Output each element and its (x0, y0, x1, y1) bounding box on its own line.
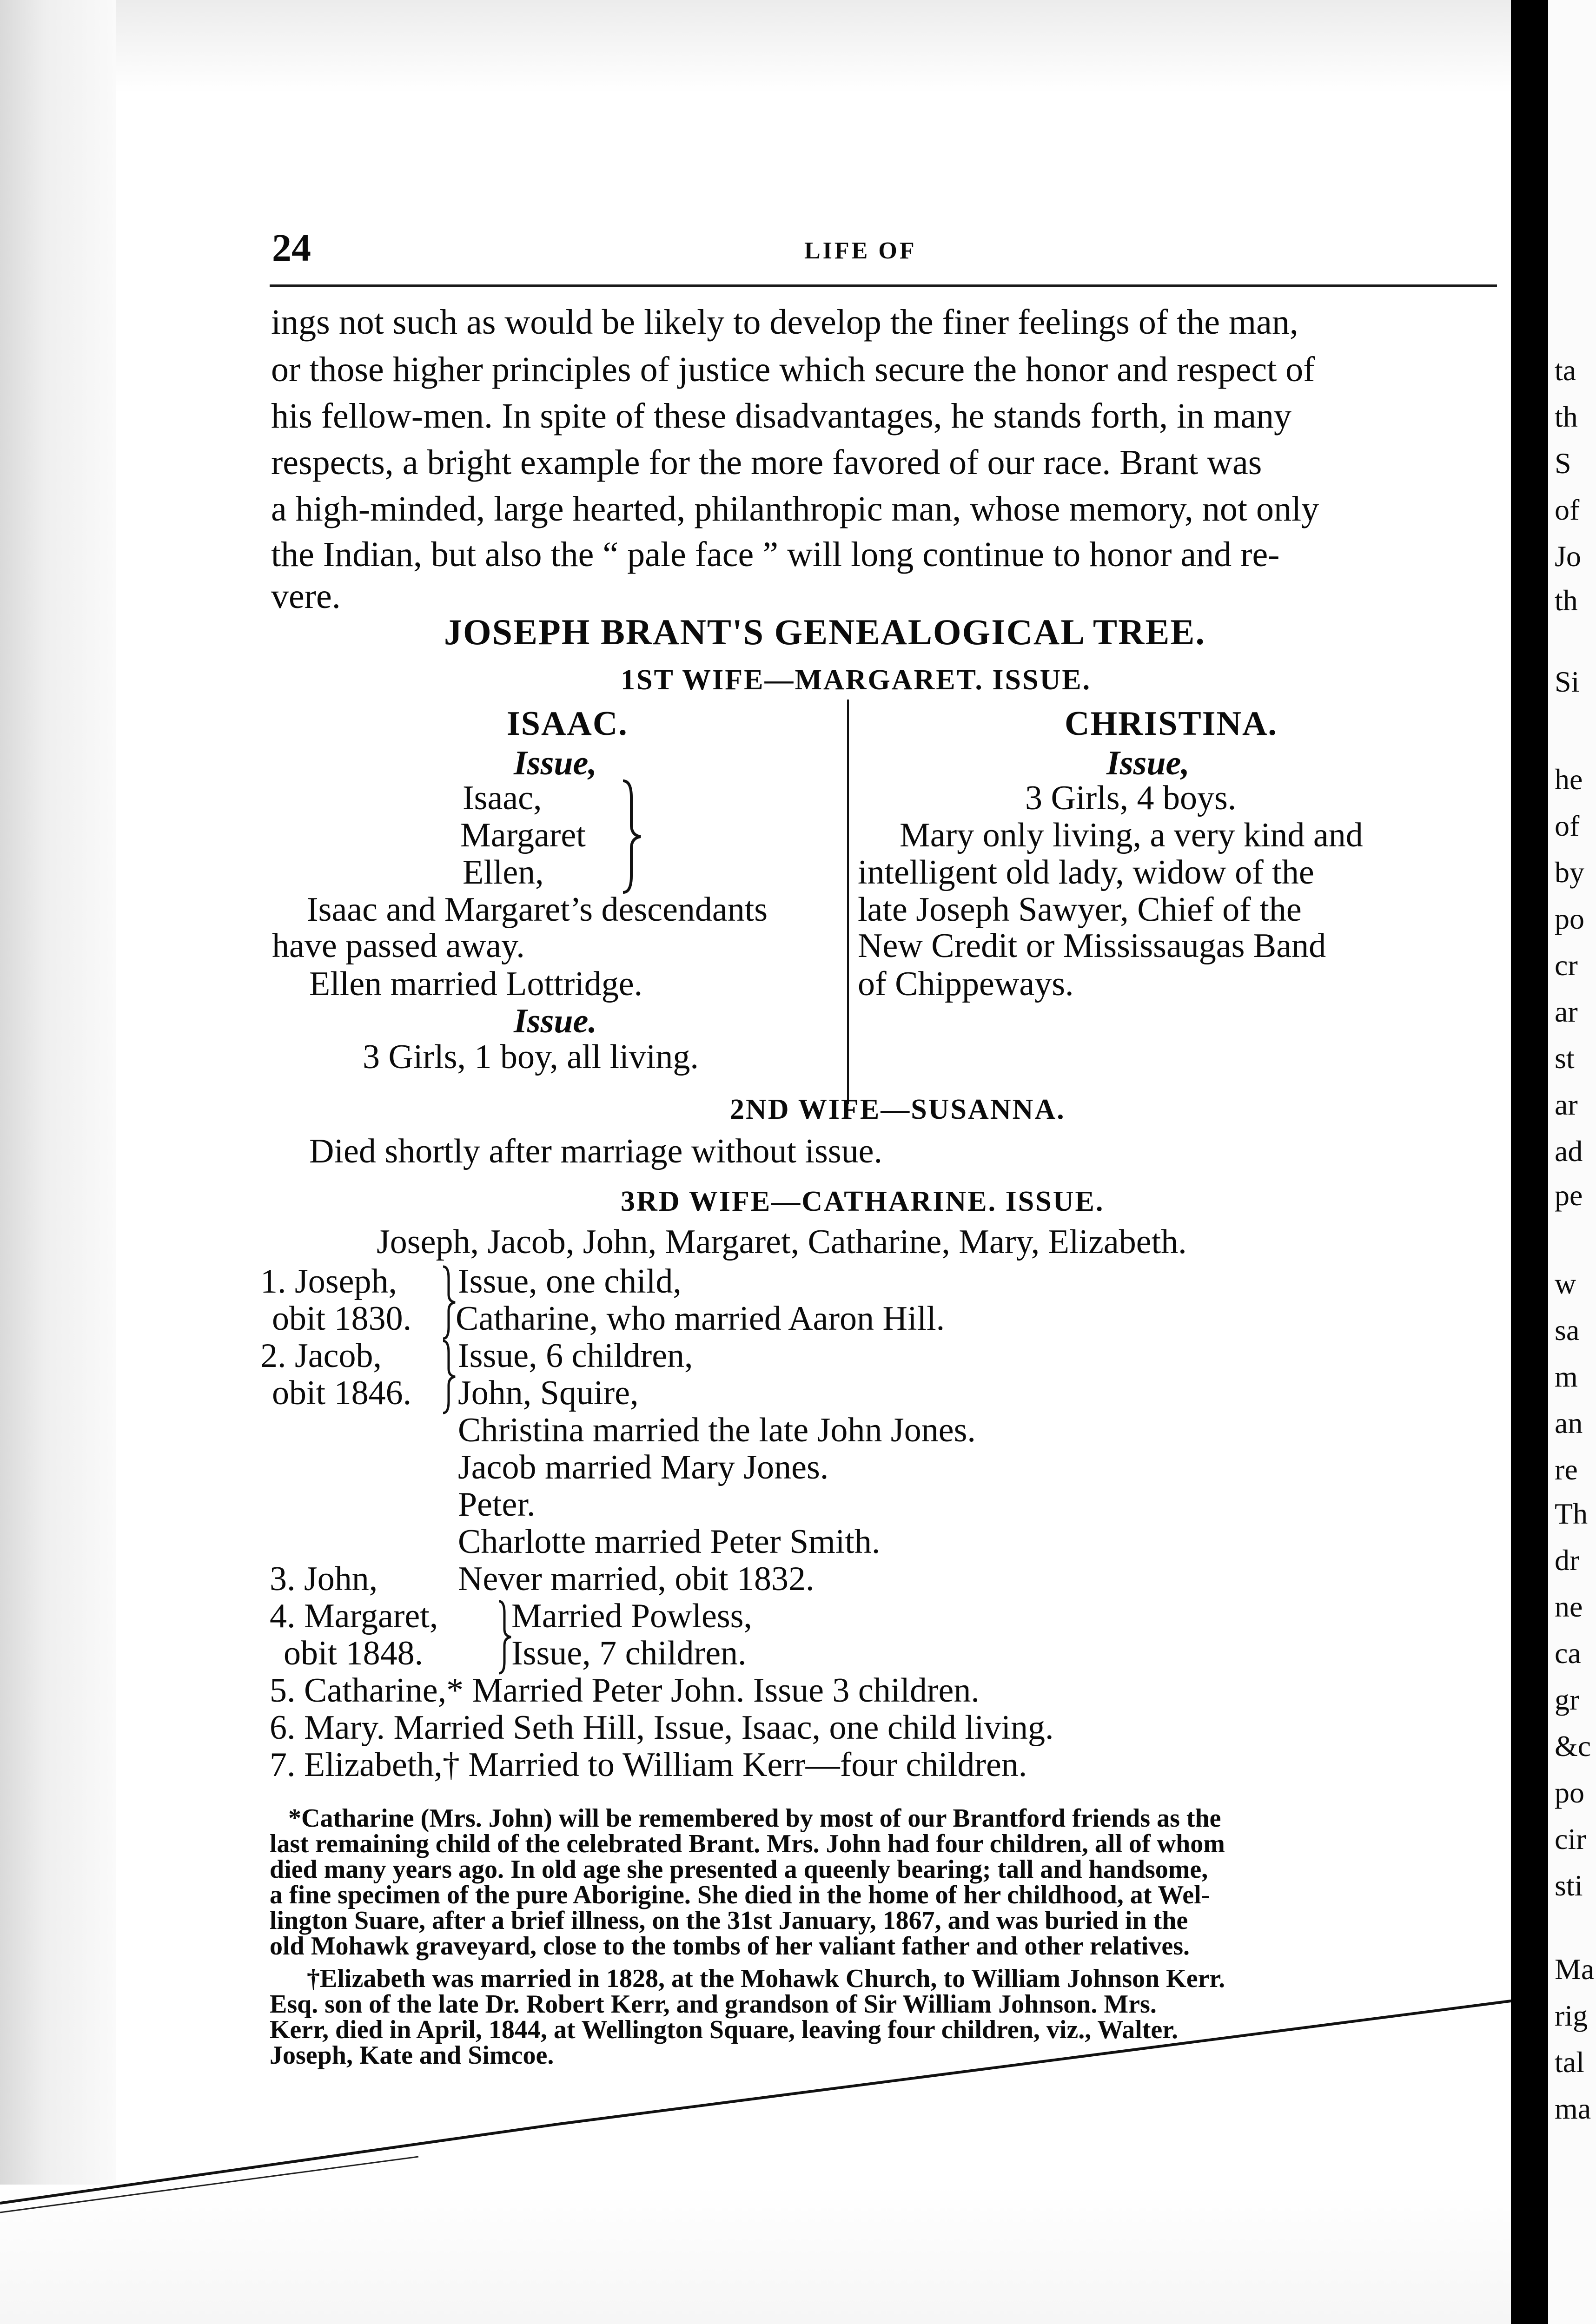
left-col-note: Ellen married Lottridge. (309, 965, 643, 1003)
entry-line: 6. Mary. Married Seth Hill, Issue, Isaac, one child living. (270, 1709, 1054, 1747)
entry-line: 5. Catharine,* Married Peter John. Issue 3 children. (270, 1671, 980, 1710)
facing-page-fragment: re (1555, 1453, 1578, 1486)
facing-page-fragment: of (1555, 493, 1580, 526)
entry-line: Jacob married Mary Jones. (458, 1448, 829, 1486)
footnote-line: a fine specimen of the pure Aborigine. She died in the home of her childhood, at Wel- (270, 1881, 1210, 1909)
facing-page-fragment: sa (1555, 1314, 1580, 1347)
entry-left: 2. Jacob, (260, 1337, 382, 1375)
facing-page-fragment: an (1555, 1406, 1583, 1439)
entry-left: obit 1830. (272, 1300, 412, 1338)
entry-line: 7. Elizabeth,† Married to William Kerr—four children. (270, 1746, 1027, 1784)
entry-line: Charlotte married Peter Smith. (458, 1523, 881, 1561)
right-col-issue-label: Issue, (1106, 744, 1190, 782)
body-line: a high-minded, large hearted, philanthropic man, whose memory, not only (271, 489, 1319, 528)
footnote-line: †Elizabeth was married in 1828, at the Mohawk Church, to William Johnson Kerr. (307, 1964, 1225, 1993)
facing-page-fragment: ad (1555, 1135, 1583, 1168)
right-col-line: Mary only living, a very kind and (900, 816, 1363, 854)
second-wife-note: Died shortly after marriage without issue. (309, 1132, 882, 1170)
brace-icon (618, 779, 646, 895)
entry-right: Married Powless, (511, 1597, 752, 1635)
entry-right: Issue, 7 children. (511, 1634, 747, 1672)
facing-page-fragment: rig (1555, 1999, 1588, 2032)
left-col-note: have passed away. (272, 927, 525, 965)
running-title: LIFE OF (804, 238, 917, 264)
entry-line: Peter. (458, 1486, 536, 1524)
footnote-line: Joseph, Kate and Simcoe. (270, 2041, 554, 2070)
facing-page-fragment: th (1555, 584, 1578, 617)
entry-right: Catharine, who married Aaron Hill. (456, 1300, 945, 1338)
left-col-child: Isaac, (463, 779, 542, 817)
right-col-line: of Chippeways. (858, 965, 1074, 1003)
facing-page-fragment: w (1555, 1267, 1576, 1300)
body-line: respects, a bright example for the more favored of our race. Brant was (271, 443, 1262, 482)
left-col-child: Ellen, (463, 853, 544, 891)
facing-page-fragment: Ma (1555, 1953, 1595, 1986)
brace-icon (439, 1339, 458, 1415)
facing-page-fragment: m (1555, 1360, 1578, 1393)
facing-page-fragment: &c (1555, 1730, 1591, 1763)
body-line: the Indian, but also the “ pale face ” will long continue to honor and re- (271, 535, 1280, 574)
facing-page-fragment: cir (1555, 1822, 1586, 1855)
facing-page-fragment: po (1555, 1776, 1584, 1809)
left-col-issue2-label: Issue. (514, 1002, 597, 1040)
page-number: 24 (272, 226, 311, 270)
entry-left: 4. Margaret, (270, 1597, 438, 1635)
brace-icon (495, 1599, 514, 1676)
facing-page-fragment: Th (1555, 1497, 1588, 1530)
facing-page-fragment: ca (1555, 1637, 1581, 1670)
binding-gutter (1511, 0, 1548, 2324)
right-col-line: late Joseph Sawyer, Chief of the (858, 891, 1302, 929)
left-col-note: 3 Girls, 1 boy, all living. (363, 1038, 699, 1076)
footnote-line: last remaining child of the celebrated Brant. Mrs. John had four children, all of whom (270, 1829, 1225, 1858)
facing-page-fragment: by (1555, 856, 1584, 889)
left-col-note: Isaac and Margaret’s descendants (307, 891, 768, 929)
footnote-line: died many years ago. In old age she presented a queenly bearing; tall and handsome, (270, 1855, 1208, 1884)
facing-page-fragment: st (1555, 1042, 1575, 1075)
facing-page-fragment: ar (1555, 995, 1578, 1028)
facing-page-fragment: sti (1555, 1869, 1583, 1902)
third-wife-heading: 3RD WIFE—CATHARINE. ISSUE. (621, 1186, 1105, 1217)
first-wife-heading: 1ST WIFE—MARGARET. ISSUE. (621, 664, 1092, 696)
body-line: his fellow-men. In spite of these disadvantages, he stands forth, in many (271, 396, 1292, 436)
facing-page-fragment: cr (1555, 949, 1578, 982)
footnote-line: Esq. son of the late Dr. Robert Kerr, and grandson of Sir William Johnson. Mrs. (270, 1990, 1157, 2019)
facing-page-edge (1548, 0, 1596, 2324)
header-rule (270, 284, 1497, 287)
entry-left: obit 1848. (284, 1634, 424, 1672)
right-col-line: intelligent old lady, widow of the (858, 853, 1314, 891)
left-col-child: Margaret (460, 816, 586, 854)
entry-right: Issue, 6 children, (458, 1337, 693, 1375)
facing-page-fragment: tal (1555, 2046, 1584, 2079)
facing-page-fragment: ne (1555, 1590, 1583, 1623)
right-col-count: 3 Girls, 4 boys. (1025, 779, 1237, 817)
entry-line: Christina married the late John Jones. (458, 1411, 976, 1449)
facing-page-fragment: he (1555, 763, 1583, 796)
right-col-name: CHRISTINA. (1065, 705, 1278, 743)
facing-page-fragment: S (1555, 447, 1571, 480)
facing-page-fragment: dr (1555, 1544, 1580, 1577)
footnote-line: lington Suare, after a brief illness, on the 31st January, 1867, and was buried in the (270, 1906, 1188, 1935)
entry-left: 3. John, (270, 1560, 378, 1598)
column-divider (847, 700, 849, 1104)
entry-left: 1. Joseph, (260, 1262, 397, 1301)
footnote-line: *Catharine (Mrs. John) will be remembered by most of our Brantford friends as the (288, 1804, 1221, 1833)
facing-page-fragment: pe (1555, 1179, 1583, 1212)
entry-right: John, Squire, (458, 1374, 639, 1412)
genealogy-title: JOSEPH BRANT'S GENEALOGICAL TREE. (444, 612, 1205, 652)
left-col-issue-label: Issue, (514, 744, 597, 782)
footnote-line: Kerr, died in April, 1844, at Wellington Square, leaving four children, viz., Walter. (270, 2015, 1178, 2044)
body-line: ings not such as would be likely to develop the finer feelings of the man, (271, 303, 1298, 342)
scan-top-shadow (116, 0, 1511, 93)
scan-stroke-mark (0, 1906, 1596, 2231)
facing-page-fragment: Si (1555, 665, 1580, 698)
second-wife-heading: 2ND WIFE—SUSANNA. (730, 1094, 1066, 1125)
left-col-name: ISAAC. (507, 705, 628, 743)
facing-page-fragment: of (1555, 809, 1580, 842)
facing-page-fragment: ar (1555, 1088, 1578, 1121)
body-line: vere. (271, 577, 341, 616)
right-col-line: New Credit or Mississaugas Band (858, 927, 1326, 965)
brace-icon (439, 1264, 458, 1341)
third-wife-children: Joseph, Jacob, John, Margaret, Catharine, Mary, Elizabeth. (377, 1223, 1187, 1261)
entry-right: Issue, one child, (458, 1262, 682, 1301)
facing-page-fragment: gr (1555, 1683, 1580, 1716)
facing-page-fragment: th (1555, 400, 1578, 433)
body-line: or those higher principles of justice which secure the honor and respect of (271, 350, 1315, 389)
entry-left: obit 1846. (272, 1374, 412, 1412)
facing-page-fragment: Jo (1555, 540, 1581, 573)
facing-page-fragment: ta (1555, 354, 1576, 387)
entry-right: Never married, obit 1832. (458, 1560, 815, 1598)
facing-page-fragment: ma (1555, 2092, 1591, 2125)
facing-page-fragment: po (1555, 902, 1584, 935)
footnote-line: old Mohawk graveyard, close to the tombs of her valiant father and other relatives. (270, 1932, 1190, 1961)
